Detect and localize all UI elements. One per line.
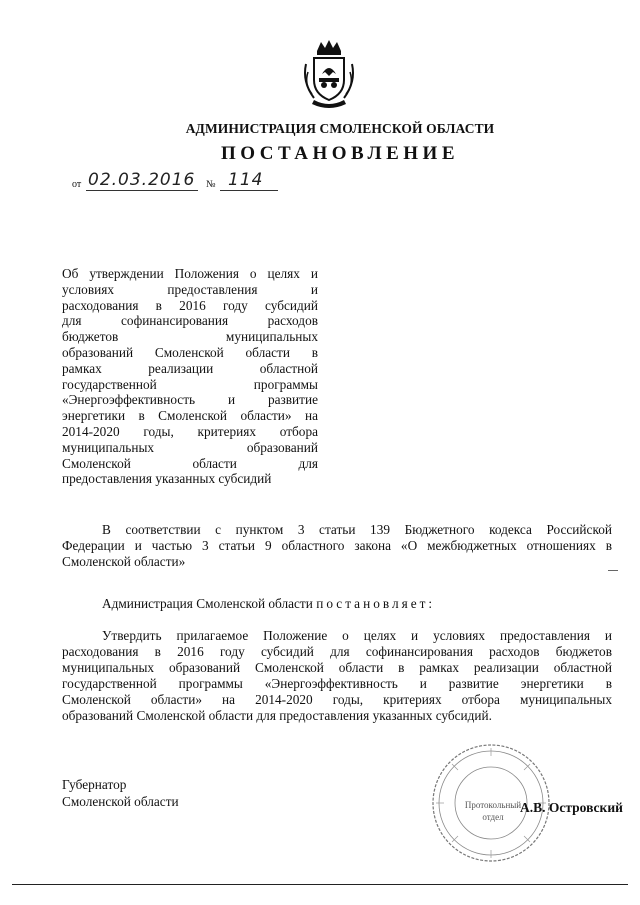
paragraph-line: Федерации и частью 3 статьи 9 областного закона «О межбюджетных отношениях в <box>62 538 612 553</box>
paragraph-line: В соответствии с пунктом 3 статьи 139 Бюджетного кодекса Российской <box>102 522 612 537</box>
document-date: 02.03.2016 <box>88 170 196 190</box>
subject-line: образований Смоленской области в <box>62 344 318 360</box>
signatory-position <box>62 776 179 810</box>
subject-line: «Энергоэффективность и развитие <box>62 392 318 408</box>
resolution-verb: постановляет: <box>316 596 436 611</box>
subject-line: государственной программы <box>62 376 318 392</box>
paragraph-line: образований Смоленской области для предоставления указанных субсидий. <box>62 708 492 723</box>
subject-line: Смоленской области для <box>62 455 318 471</box>
legal-basis-paragraph <box>62 522 612 570</box>
date-from-label: от <box>72 179 82 190</box>
organization-title: АДМИНИСТРАЦИЯ СМОЛЕНСКОЙ ОБЛАСТИ <box>185 121 495 136</box>
resolution-lead: Администрация Смоленской области <box>102 596 313 611</box>
resolution-paragraph <box>62 596 612 612</box>
paragraph-line: муниципальных образований Смоленской области в рамках реализации областной <box>62 660 612 675</box>
approval-paragraph <box>62 628 612 724</box>
paragraph-line: Утвердить прилагаемое Положение о целях и условиях предоставления и <box>102 628 612 643</box>
stamp-line: Протокольный <box>464 800 522 810</box>
paragraph-line: расходования в 2016 году субсидий для софинансирования расходов бюджетов <box>62 644 612 659</box>
paragraph-line: государственной программы «Энергоэффективность и развитие энергетики в <box>62 676 612 691</box>
subject-line: Об утверждении Положения о целях и <box>62 266 318 281</box>
bottom-rule <box>12 884 628 885</box>
subject-line: предоставления указанных субсидий <box>62 471 272 487</box>
subject-line: рамках реализации областной <box>62 360 318 376</box>
date-number-line <box>72 172 312 196</box>
date-underline <box>86 190 198 191</box>
subject-line: расходования в 2016 году субсидий <box>62 297 318 313</box>
signatory-title: Губернатор <box>62 777 127 792</box>
subject-line: условиях предоставления и <box>62 281 318 297</box>
document-number: 114 <box>228 170 264 190</box>
paragraph-line: Смоленской области» <box>62 554 186 569</box>
paragraph-line: Смоленской области» на 2014-2020 годы, критериях отбора муниципальных <box>62 692 612 707</box>
subject-line: муниципальных образований <box>62 439 318 455</box>
subject-line: энергетики в Смоленской области» на <box>62 408 318 424</box>
subject-line: 2014-2020 годы, критериях отбора <box>62 423 318 439</box>
document-subject <box>62 266 318 487</box>
margin-mark <box>608 570 618 571</box>
number-underline <box>220 190 278 191</box>
document-type-heading: ПОСТАНОВЛЕНИЕ <box>220 143 460 164</box>
subject-line: для софинансирования расходов <box>62 313 318 329</box>
signatory-region: Смоленской области <box>62 794 179 809</box>
number-label: № <box>206 179 216 190</box>
signatory-name: А.В. Островский <box>520 800 623 815</box>
coat-of-arms-icon <box>300 38 358 110</box>
subject-line: бюджетов муниципальных <box>62 329 318 345</box>
stamp-line: отдел <box>482 812 504 822</box>
